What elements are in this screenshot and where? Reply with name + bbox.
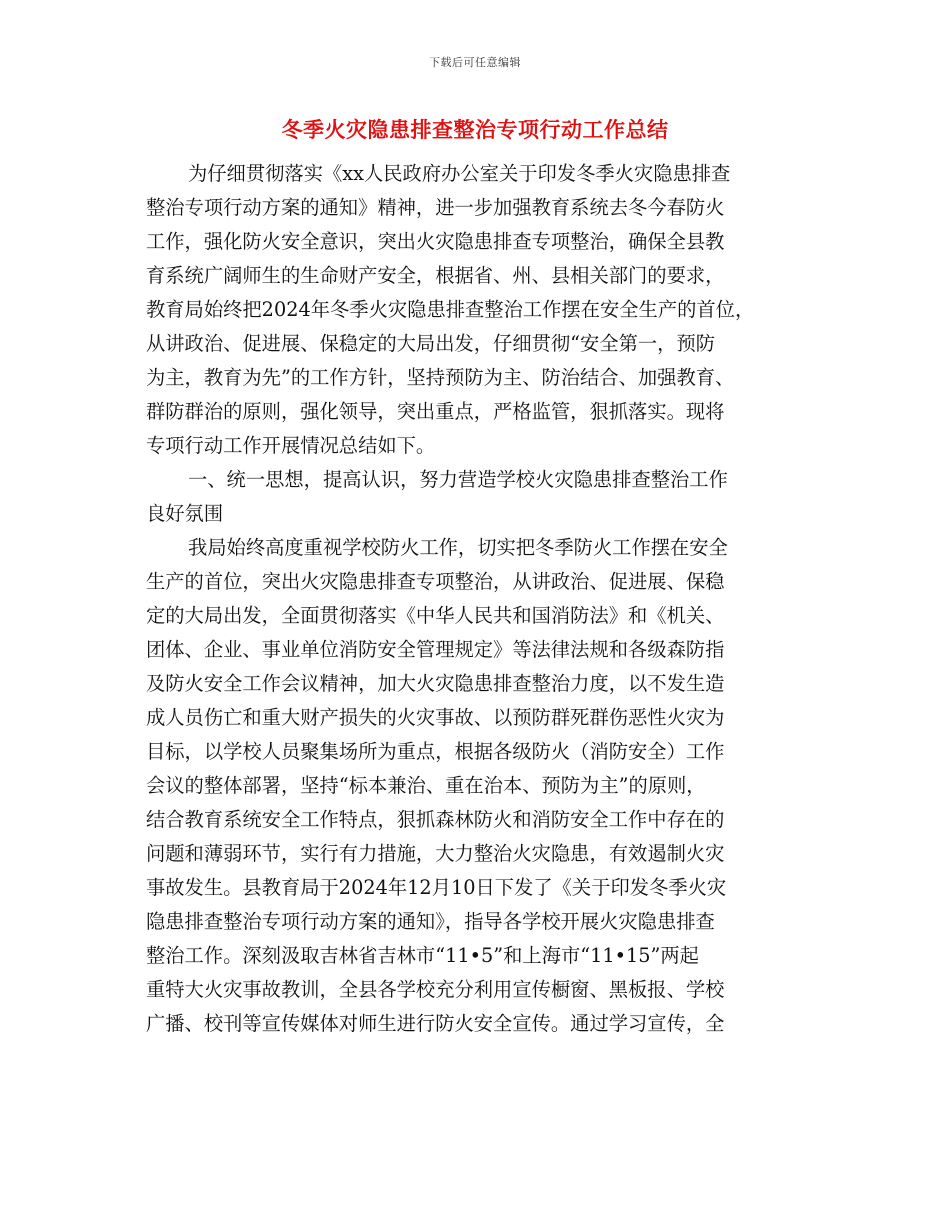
text-line: 生产的首位，突出火灾隐患排查专项整治，从讲政治、促进展、保稳 xyxy=(146,570,725,593)
text-line: 成人员伤亡和重大财产损失的火灾事故、以预防群死群伤恶性火灾为 xyxy=(146,706,725,729)
text-line: 结合教育系统安全工作特点，狠抓森林防火和消防安全工作中存在的 xyxy=(146,808,725,831)
text-line: 工作，强化防火安全意识，突出火灾隐患排查专项整治，确保全县教 xyxy=(146,230,725,253)
text-line: 从讲政治、促进展、保稳定的大局出发，仔细贯彻“安全第一，预防 xyxy=(146,332,716,355)
text-line: 目标，以学校人员聚集场所为重点，根据各级防火（消防安全）工作 xyxy=(146,740,725,763)
text-line: 整治工作。深刻汲取吉林省吉林市“11•5”和上海市“11•15”两起 xyxy=(146,944,699,967)
text-line: 广播、校刊等宣传媒体对师生进行防火安全宣传。通过学习宣传，全 xyxy=(146,1012,725,1035)
text-line: 事故发生。县教育局于2024年12月10日下发了《关于印发冬季火灾 xyxy=(146,876,727,899)
document-body xyxy=(146,157,806,1041)
paragraph-section-1 xyxy=(146,531,806,1041)
text-line: 育系统广阔师生的生命财产安全，根据省、州、县相关部门的要求， xyxy=(146,264,725,287)
text-line: 定的大局出发，全面贯彻落实《中华人民共和国消防法》和《机关、 xyxy=(146,604,725,627)
text-line: 问题和薄弱环节，实行有力措施，大力整治火灾隐患，有效遏制火灾 xyxy=(146,842,725,865)
text-line: 一、统一思想，提高认识，努力营造学校火灾隐患排查整治工作 xyxy=(188,468,728,491)
section-heading-1 xyxy=(146,463,806,531)
text-line: 团体、企业、事业单位消防安全管理规定》等法律法规和各级森防指 xyxy=(146,638,725,661)
document-title: 冬季火灾隐患排查整治专项行动工作总结 xyxy=(281,117,669,142)
paragraph-intro xyxy=(146,157,806,463)
text-line: 重特大火灾事故教训，全县各学校充分利用宣传橱窗、黑板报、学校 xyxy=(146,978,725,1001)
text-line: 及防火安全工作会议精神，加大火灾隐患排查整治力度，以不发生造 xyxy=(146,672,725,695)
text-line: 良好氛围 xyxy=(146,502,224,525)
text-line: 我局始终高度重视学校防火工作，切实把冬季防火工作摆在安全 xyxy=(188,536,728,559)
text-line: 为主，教育为先”的工作方针，坚持预防为主、防治结合、加强教育、 xyxy=(146,366,735,389)
text-line: 会议的整体部署，坚持“标本兼治、重在治本、预防为主”的原则， xyxy=(146,774,706,797)
text-line: 专项行动工作开展情况总结如下。 xyxy=(146,434,436,457)
text-line: 教育局始终把2024年冬季火灾隐患排查整治工作摆在安全生产的首位， xyxy=(146,298,755,321)
text-line: 为仔细贯彻落实《xx人民政府办公室关于印发冬季火灾隐患排查 xyxy=(188,162,731,185)
header-note: 下载后可任意编辑 xyxy=(429,56,521,69)
text-line: 群防群治的原则，强化领导，突出重点，严格监管，狠抓落实。现将 xyxy=(146,400,725,423)
text-line: 隐患排查整治专项行动方案的通知》，指导各学校开展火灾隐患排查 xyxy=(146,910,715,933)
text-line: 整治专项行动方案的通知》精神，进一步加强教育系统去冬今春防火 xyxy=(146,196,725,219)
